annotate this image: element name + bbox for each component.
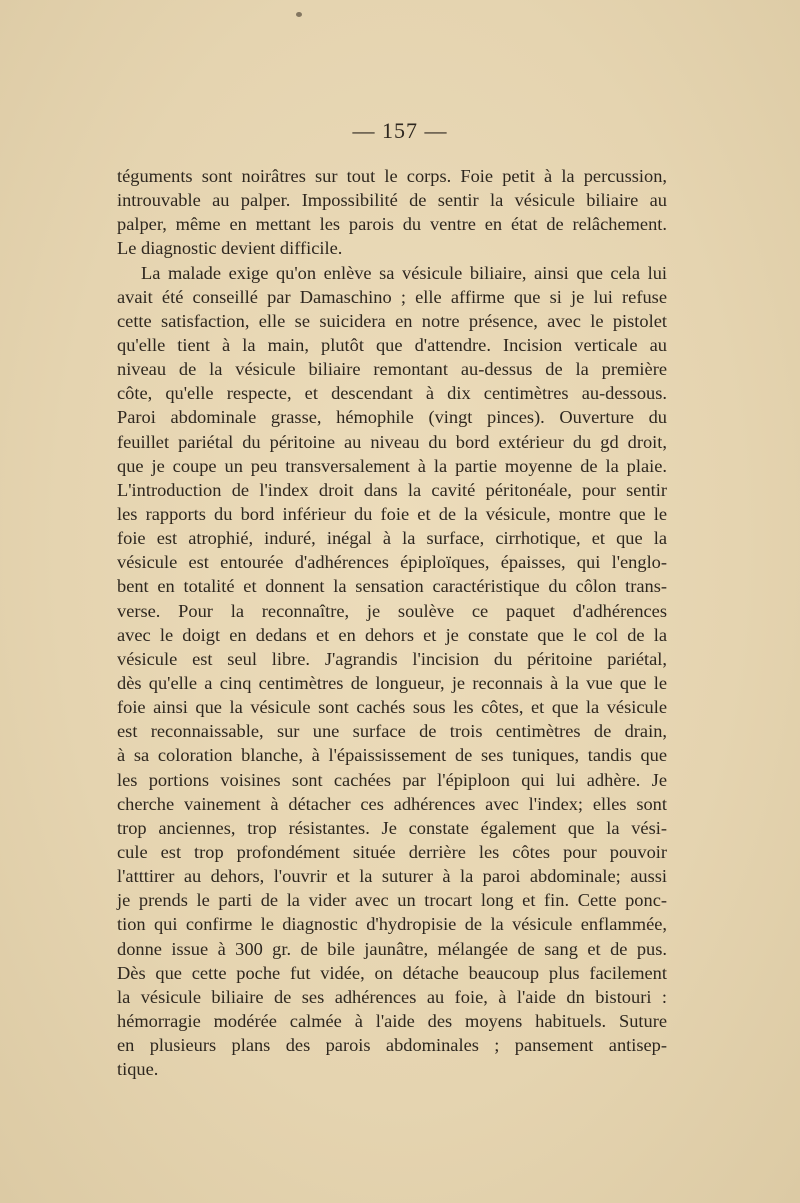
text-line: foie ainsi que la vésicule sont cachés sous les côtes, et que la vésicule bbox=[117, 697, 667, 718]
text-line: vésicule est seul libre. J'agrandis l'incision du péritoine pariétal, bbox=[117, 648, 667, 669]
body-text bbox=[117, 164, 667, 1081]
text-line: côte, qu'elle respecte, et descendant à dix centimètres au-dessous. bbox=[117, 383, 667, 404]
text-line: l'atttirer au dehors, l'ouvrir et la suturer à la paroi abdominale; aussi bbox=[117, 866, 667, 887]
text-line: feuillet pariétal du péritoine au niveau du bord extérieur du gd droit, bbox=[117, 431, 667, 452]
text-line: cette satisfaction, elle se suicidera en notre présence, avec le pistolet bbox=[117, 310, 667, 331]
text-line: Paroi abdominale grasse, hémophile (vingt pinces). Ouverture du bbox=[117, 407, 667, 428]
text-line: hémorragie modérée calmée à l'aide des moyens habituels. Suture bbox=[117, 1010, 667, 1031]
text-line: à sa coloration blanche, à l'épaississement de ses tuniques, tandis que bbox=[117, 745, 667, 766]
text-line: téguments sont noirâtres sur tout le corps. Foie petit à la percussion, bbox=[117, 166, 667, 186]
text-line: est reconnaissable, sur une surface de trois centimètres de drain, bbox=[117, 721, 667, 742]
text-line: foie est atrophié, induré, inégal à la surface, cirrhotique, et que la bbox=[117, 528, 667, 549]
text-line: je prends le parti de la vider avec un trocart long et fin. Cette ponc- bbox=[117, 890, 667, 911]
text-line: palper, même en mettant les parois du ventre en état de relâchement. bbox=[117, 214, 667, 235]
text-line: L'introduction de l'index droit dans la cavité péritonéale, pour sentir bbox=[117, 479, 667, 500]
ink-speck bbox=[296, 12, 302, 17]
text-line: les portions voisines sont cachées par l'épiploon qui lui adhère. Je bbox=[117, 769, 667, 790]
text-line: bent en totalité et donnent la sensation caractéristique du côlon trans- bbox=[117, 576, 667, 597]
text-line: introuvable au palper. Impossibilité de sentir la vésicule biliaire au bbox=[117, 190, 667, 211]
text-line: qu'elle tient à la main, plutôt que d'attendre. Incision verticale au bbox=[117, 334, 667, 355]
text-line: cherche vainement à détacher ces adhérences avec l'index; elles sont bbox=[117, 793, 667, 814]
text-line: en plusieurs plans des parois abdominales ; pansement antisep- bbox=[117, 1035, 667, 1056]
text-line: verse. Pour la reconnaître, je soulève ce paquet d'adhérences bbox=[117, 600, 667, 621]
text-line: Dès que cette poche fut vidée, on détache beaucoup plus facilement bbox=[117, 962, 667, 983]
text-line: trop anciennes, trop résistantes. Je constate également que la vési- bbox=[117, 817, 667, 838]
text-line: La malade exige qu'on enlève sa vésicule biliaire, ainsi que cela lui bbox=[141, 262, 667, 283]
text-line: que je coupe un peu transversalement à la partie moyenne de la plaie. bbox=[117, 455, 667, 476]
page-number: — 157 — bbox=[352, 118, 448, 143]
text-line: tique. bbox=[117, 1059, 159, 1080]
text-line: donne issue à 300 gr. de bile jaunâtre, mélangée de sang et de pus. bbox=[117, 938, 667, 959]
text-line: niveau de la vésicule biliaire remontant au-dessus de la première bbox=[117, 359, 667, 380]
text-line: Le diagnostic devient difficile. bbox=[117, 238, 343, 259]
text-line: vésicule est entourée d'adhérences épiploïques, épaisses, qui l'englo- bbox=[117, 552, 667, 573]
text-line: avait été conseillé par Damaschino ; elle affirme que si je lui refuse bbox=[117, 286, 667, 307]
text-line: avec le doigt en dedans et en dehors et je constate que le col de la bbox=[117, 624, 667, 645]
text-line: dès qu'elle a cinq centimètres de longueur, je reconnais à la vue que le bbox=[117, 672, 667, 693]
text-line: la vésicule biliaire de ses adhérences au foie, à l'aide dn bistouri : bbox=[117, 986, 667, 1007]
text-line: tion qui confirme le diagnostic d'hydropisie de la vésicule enflammée, bbox=[117, 914, 667, 935]
text-line: les rapports du bord inférieur du foie et de la vésicule, montre que le bbox=[117, 503, 667, 524]
text-line: cule est trop profondément située derrière les côtes pour pouvoir bbox=[117, 841, 667, 862]
